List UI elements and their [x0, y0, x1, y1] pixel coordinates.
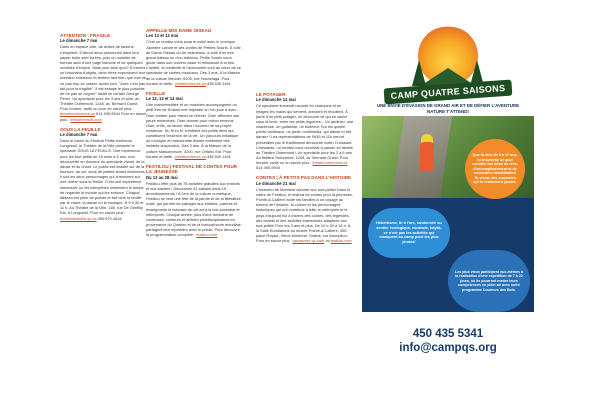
article-link[interactable]: petitsbonheurs.ca: [175, 80, 206, 86]
article-title: LE POTAGER: [256, 92, 286, 97]
article-text: Dans le cadre du Festival Petits bonheurs Longueuil, le Théâtre de la Ville présente le spectacle SOUS LA FEUILLE. Une expérience pour les tout-petits de 18 mois à 5 ans, une découverte en douceur du spectacle vivant, de la danse et du chant. Le public est installé sur de la fourrure, au sol, sous de petites tentes illuminées. Il suit les deux personnages qui cheminent sur une rivière sous la feuille. C'est une expérience immersive où les interprètes cheminent le temps de regarder le monde qui les entoure. Chaque tableau est plein de poésie et fait vivre la feuille par le chant, la danse ou la musique. À 9 h 30 et 11 h. Au Théâtre de la Ville, 180, rue De Gentilly Est, à Longueuil. Pour en savoir plus :: [60, 138, 146, 216]
article-ficelle: [146, 91, 242, 159]
ad-bubble-navy: Les plus vieux participent eux-mêmes à la réalisation d'une expédition de 7 à 22 jours, où ils pourront mettre leurs compétences en plein air avec notre programme Coureurs des Bois.: [448, 250, 530, 312]
article-phone: 438 530 1441: [205, 80, 231, 86]
article-title: ATTENTION : FRAGILE: [60, 33, 111, 38]
article-phone: 514 495-9944 Pour en savoir plus :: [60, 111, 147, 122]
article-date: Le dimanche 21 mai: [256, 180, 296, 186]
ad-bubble-orange: Que tu aies de 5 à 17 ans, tu trouveras ici quoi combler ton désir de rêve, d'accomplissement et de rencontres inoubliables! Tu vivras des souvenirs qui te resteront à jamais.: [465, 139, 525, 199]
article-link[interactable]: festilou.com: [196, 232, 218, 238]
events-column-3: [256, 92, 354, 249]
article-text: Une marionnettiste et un musicien accompagnent un petit être de fil dans une odyssée où l'on joue à avec... Oser tomber pour mieux se relever. Oser affronter ses peurs enfantines. Oser donner pour mieux recevoir. Oser, enfin, se lancer dans l'inconnu de sa propre existence. Du fil en fil, s'enfilent ces petits riens qui constituent l'essence de la vie. Un parcours initiatique où musique et marionnette tissent ensemble des instants suspendus. Dès 3 ans. À la Maison de la culture Maisonneuve, 4200, rue Ontario Est. Pour horaire et tarifs :: [146, 102, 240, 159]
article-link[interactable]: petitsbonheurs.ca: [175, 153, 206, 159]
article-body: [146, 102, 242, 159]
article-sous-la-feuille: [60, 127, 147, 221]
climber-figure: [420, 142, 434, 172]
tree-icon: [412, 60, 426, 86]
article-date: Le dimanche 14 mai: [256, 97, 296, 103]
ad-bubble-blue: Hébertisme, tir à l'arc, randonnée ou sentier écologique, escalade, kayak, ce n'est pas les activités qui manquent au camp pour les plus jeunes!: [368, 208, 450, 258]
article-body: [60, 44, 147, 121]
article-date: Le dimanche 7 mai: [60, 132, 98, 138]
article-date: Du 13 au 28 mai: [146, 174, 178, 180]
camp-logo: [362, 22, 534, 116]
article-body: [60, 138, 147, 221]
article-link-2[interactable]: festilou.com: [330, 238, 352, 244]
events-column-1: [60, 33, 147, 226]
article-title: CONTES | À PETITS PAS DANS L'HISTOIRE: [256, 175, 352, 181]
article-phone: 450 670-1616: [96, 215, 122, 221]
article-title: FESTILOU | FESTIVAL DE CONTES POUR LA JEUNESSE: [146, 163, 237, 175]
article-phone: 438 530 1441: [205, 153, 231, 159]
article-link-2[interactable]: theoutremont.com: [70, 116, 102, 122]
article-text: L'historien de Montréal raconte aux tout-petits! Dans le cadre du Festilou, le festival de contes pour la jeunesse, Pointe-à-Callière invite les familles à un voyage au travers de l'histoire, la culture et les personnages historiques qui ont contribué à bâtir la métropole et le pays d'aujourd'hui à travers des contes, des légendes, des chants et des activités interactives adaptées aux tout-petits! Pour les 3 ans et plus. De 10 h 30 à 15 h. À la Salle Kondiaronk du musée Pointe-à-Callière, 350, place Royale, Vieux-Montréal. Gratuit, sur inscription. Pour en savoir plus :: [256, 186, 353, 244]
article-text: Festilou offre plus de 75 activités gratuites aux enfants et aux adultes ! Découvrez 41 artistes dans 15 arrondissements ! À l'ère de la culture numérique, Festilou se veut une fête de la parole et de la littérature orale, qui permet de partager aux enfants, parents et enseignants la richesse de cet art à la fois ancestral et intemporel. Chaque année, plus d'une trentaine de conteuses, conteurs et artistes pluridisciplinaires en provenance du Québec et de la francophonie mondiale partagent leur répertoire avec le public. Pour découvrir la programmation complète :: [146, 180, 241, 238]
ad-email[interactable]: info@campqs.org: [399, 342, 497, 354]
article-body: [146, 39, 242, 85]
article-body: [256, 103, 354, 170]
article-title: FICELLE: [146, 90, 166, 96]
camp-advertisement: [362, 22, 534, 375]
ad-phone[interactable]: 450 435 5341: [412, 328, 484, 340]
article-date: Les 12 et 13 mai: [146, 33, 179, 39]
article-title: SOUS LA FEUILLE: [60, 126, 101, 132]
article-dame-oiseau: [146, 28, 242, 86]
events-column-2: [146, 28, 242, 242]
article-le-potager: [256, 92, 354, 170]
article-body: [146, 181, 242, 238]
article-text: C'est un rendez-vous sous le soleil avec le comique Jacinthe Lavoie et ses contes de Petites Souris. À côte de Dame Oiseau ou de chameaux, à coté d'un très grand bateau ou d'un traineau, Petite Souris nous guide dans son univers vaste et minuscule à la fois. L'amitié, la créativité et l'autonomie sont au cœur de ce spectacle de contes musicaux. Dès 3 ans. À la Maison de la culture Mercier, 8105, rue Hochelaga. Pour horaire et tarifs :: [146, 39, 241, 86]
article-link[interactable]: theatredelaville.qc.ca: [60, 215, 97, 221]
article-link[interactable]: theatreoutremont.ca: [312, 160, 348, 166]
camp-name: CAMP QUATRE SAISONS: [384, 80, 513, 105]
article-date: Le 12, 13 et 14 mai: [146, 96, 183, 102]
article-title: APPELLE-MOI DAME OISEAU: [146, 28, 212, 33]
article-date: Le dimanche 7 mai: [60, 38, 98, 44]
article-link[interactable]: pacmusee.qc.ca/fr: [292, 238, 325, 244]
article-phone: 514 495-9944: [256, 165, 281, 171]
article-link[interactable]: theatreoutremont.ca: [60, 111, 95, 117]
article-connector: ou: [324, 238, 331, 244]
article-body: [256, 187, 354, 244]
article-text: Ce spectacle immersif raconte en chansons et en images les mains qui sèment, arrosent et récoltent. À partir d'un petit potager, on découvre ce qui se cache sous la terre, entre les petits légumes... Un jardinier, une chanteuse, un guitariste, un butineur. Sur les quatre points cardinaux, un jardin multimédia, qui danse et fait danser ! Les représentations de 9h30 et 11h seront précédées par le traditionnel dimanche matin Croissant-Croissants, un rendez-vous convivial à passer en famille au Théâtre Outremont ! Un spectacle pour les 2 à 6 ans. Au théâtre Outremont, 1248, av. Bernard Ouest. Pour horaire, tarifs ou en savoir plus :: [256, 103, 354, 166]
article-festilou: [146, 164, 242, 238]
article-text: Dans un espace vide, de drôles de fanions s'empilent. D'abord deux personnes dans leur papier bulle sont livrées, puis un mobilier de bureau suivi d'une page blanche et de quelques modèles d'emploi. Mais pour faire quoi? À travers un brouhaha d'objets, deux êtres improvisent leur scénario existence et tentent tant bien que mal de ne pas trop se casser. Après tout, "Avec c'est pas fait pour la fragilité". Il est essayé le plus possible de ne pas se cogner" disait un certain George Perec. Un spectacle pour les 3 ans et plus. au Théâtre Outremont, 1248, av. Bernard Ouest. Pour horaire, tarifs ou pour en savoir plus :: [60, 44, 146, 112]
article-petits-pas: [256, 175, 354, 243]
ad-tagline: UNE ENVIE D'ÉVASION DE GRAND AIR ET DE DÉFIER L'AVENTURE NATURE T'ATTEND!: [376, 103, 520, 114]
article-attention-fragile: [60, 33, 147, 122]
